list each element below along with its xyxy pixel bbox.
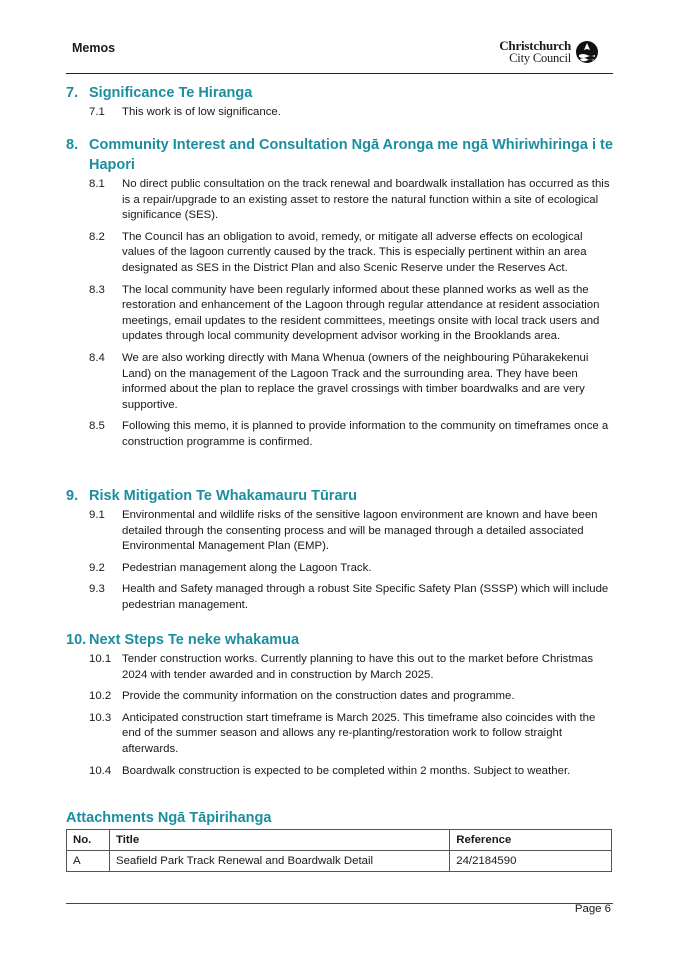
list-item: [66, 582, 613, 613]
section-heading: [66, 630, 613, 650]
logo-line2: City Council: [509, 51, 571, 65]
list-item: [66, 419, 613, 450]
section-9: [66, 486, 613, 620]
section-heading: [66, 486, 613, 506]
section-8: [66, 135, 613, 457]
list-item: [66, 351, 613, 413]
item-text: Tender construction works. Currently planning to have this out to the market before Christmas 2024 with tender awarded and in construction by March 2025.: [122, 653, 594, 681]
list-item: [66, 652, 613, 683]
section-title: Next Steps Te neke whakamua: [89, 632, 300, 648]
list-item: [66, 764, 613, 780]
item-number: 9.3: [89, 583, 105, 596]
item-text: This work is of low significance.: [122, 106, 281, 118]
list-item: [66, 689, 613, 705]
table-row: [67, 851, 612, 872]
attachments-table: [66, 829, 612, 872]
attachments-heading: Attachments Ngā Tāpirihanga: [66, 810, 272, 826]
section-number: 10.: [66, 632, 87, 648]
column-header-no: No.: [67, 830, 110, 851]
logo-line1: Christchurch: [499, 38, 571, 53]
council-logo: [499, 40, 599, 64]
item-text: We are also working directly with Mana Whenua (owners of the neighbouring Pūharakekenui Land) on the management of the Lagoon Track and the surrounding area. They have been informed about the plan to replace the gravel crossings with timber boardwalks and are very supportive.: [122, 351, 589, 411]
column-header-title: Title: [109, 830, 449, 851]
section-title: Community Interest and Consultation Ngā Aronga me ngā Whiriwhiringa i te Hapori: [89, 137, 613, 173]
item-number: 9.1: [89, 509, 105, 521]
section-heading: [66, 83, 613, 103]
item-number: 8.1: [89, 178, 105, 190]
cell-no: A: [67, 851, 110, 872]
item-text: The local community have been regularly informed about these planned works as well as the restoration and enhancement of the Lagoon through regular attendance at resident association meetings, email updates to the resident committees, meetings onsite with local track users and updates through local community development advisor working in the Brooklands area.: [122, 283, 600, 343]
item-text: The Council has an obligation to avoid, remedy, or mitigate all adverse effects on ecological values of the lagoon currently caused by the track. This is especially pertinent within an area designated as SES in the District Plan and also Scenic Reserve under the Reserves Act.: [122, 230, 587, 274]
list-item: [66, 177, 613, 224]
item-number: 10.3: [89, 711, 112, 724]
item-text: No direct public consultation on the track renewal and boardwalk installation has occurred as this is a repair/upgrade to an existing asset to restore the natural function within a site of ecological significance (SES).: [122, 178, 610, 222]
list-item: [66, 561, 613, 577]
item-number: 10.2: [89, 690, 112, 703]
item-text: Pedestrian management along the Lagoon Track.: [122, 561, 372, 574]
footer-divider: [66, 903, 613, 904]
cell-title: Seafield Park Track Renewal and Boardwalk Detail: [109, 851, 449, 872]
column-header-reference: Reference: [450, 830, 612, 851]
item-number: 9.2: [89, 561, 105, 574]
list-item: [66, 105, 613, 121]
section-number: 7.: [66, 85, 79, 101]
list-item: [66, 711, 613, 758]
item-number: 10.1: [89, 653, 112, 665]
item-text: Provide the community information on the construction dates and programme.: [122, 690, 515, 703]
item-number: 8.5: [89, 420, 105, 433]
page-number: Page 6: [574, 903, 611, 915]
council-emblem-icon: [575, 40, 599, 64]
item-text: Environmental and wildlife risks of the sensitive lagoon environment are known and have been detailed through the consenting process and will be managed through a detailed associated Environmental Management Plan (EMP).: [122, 509, 598, 553]
header-label: Memos: [72, 41, 116, 55]
header-divider: [66, 73, 613, 74]
item-number: 8.4: [89, 351, 105, 364]
section-heading: [66, 135, 613, 175]
item-number: 8.2: [89, 230, 105, 243]
list-item: [66, 283, 613, 345]
list-item: [66, 508, 613, 555]
section-10: [66, 630, 613, 785]
section-number: 8.: [66, 137, 79, 153]
cell-reference: 24/2184590: [450, 851, 612, 872]
table-header-row: [67, 830, 612, 851]
item-number: 7.1: [89, 106, 105, 118]
section-title: Significance Te Hiranga: [89, 85, 253, 101]
section-title: Risk Mitigation Te Whakamauru Tūraru: [89, 488, 358, 504]
item-text: Health and Safety managed through a robust Site Specific Safety Plan (SSSP) which will include pedestrian management.: [122, 583, 609, 611]
item-text: Anticipated construction start timeframe is March 2025. This timeframe also coincides with the end of the summer season and allows any re-planting/restoration work to follow straight afterwards.: [122, 711, 596, 755]
list-item: [66, 230, 613, 277]
section-number: 9.: [66, 488, 79, 504]
item-number: 10.4: [89, 764, 112, 777]
item-text: Boardwalk construction is expected to be completed within 2 months. Subject to weather.: [122, 764, 571, 777]
logo-text: [499, 40, 571, 64]
section-7: [66, 83, 613, 127]
item-text: Following this memo, it is planned to provide information to the community on timeframes once a construction programme is confirmed.: [122, 420, 609, 448]
item-number: 8.3: [89, 283, 105, 296]
